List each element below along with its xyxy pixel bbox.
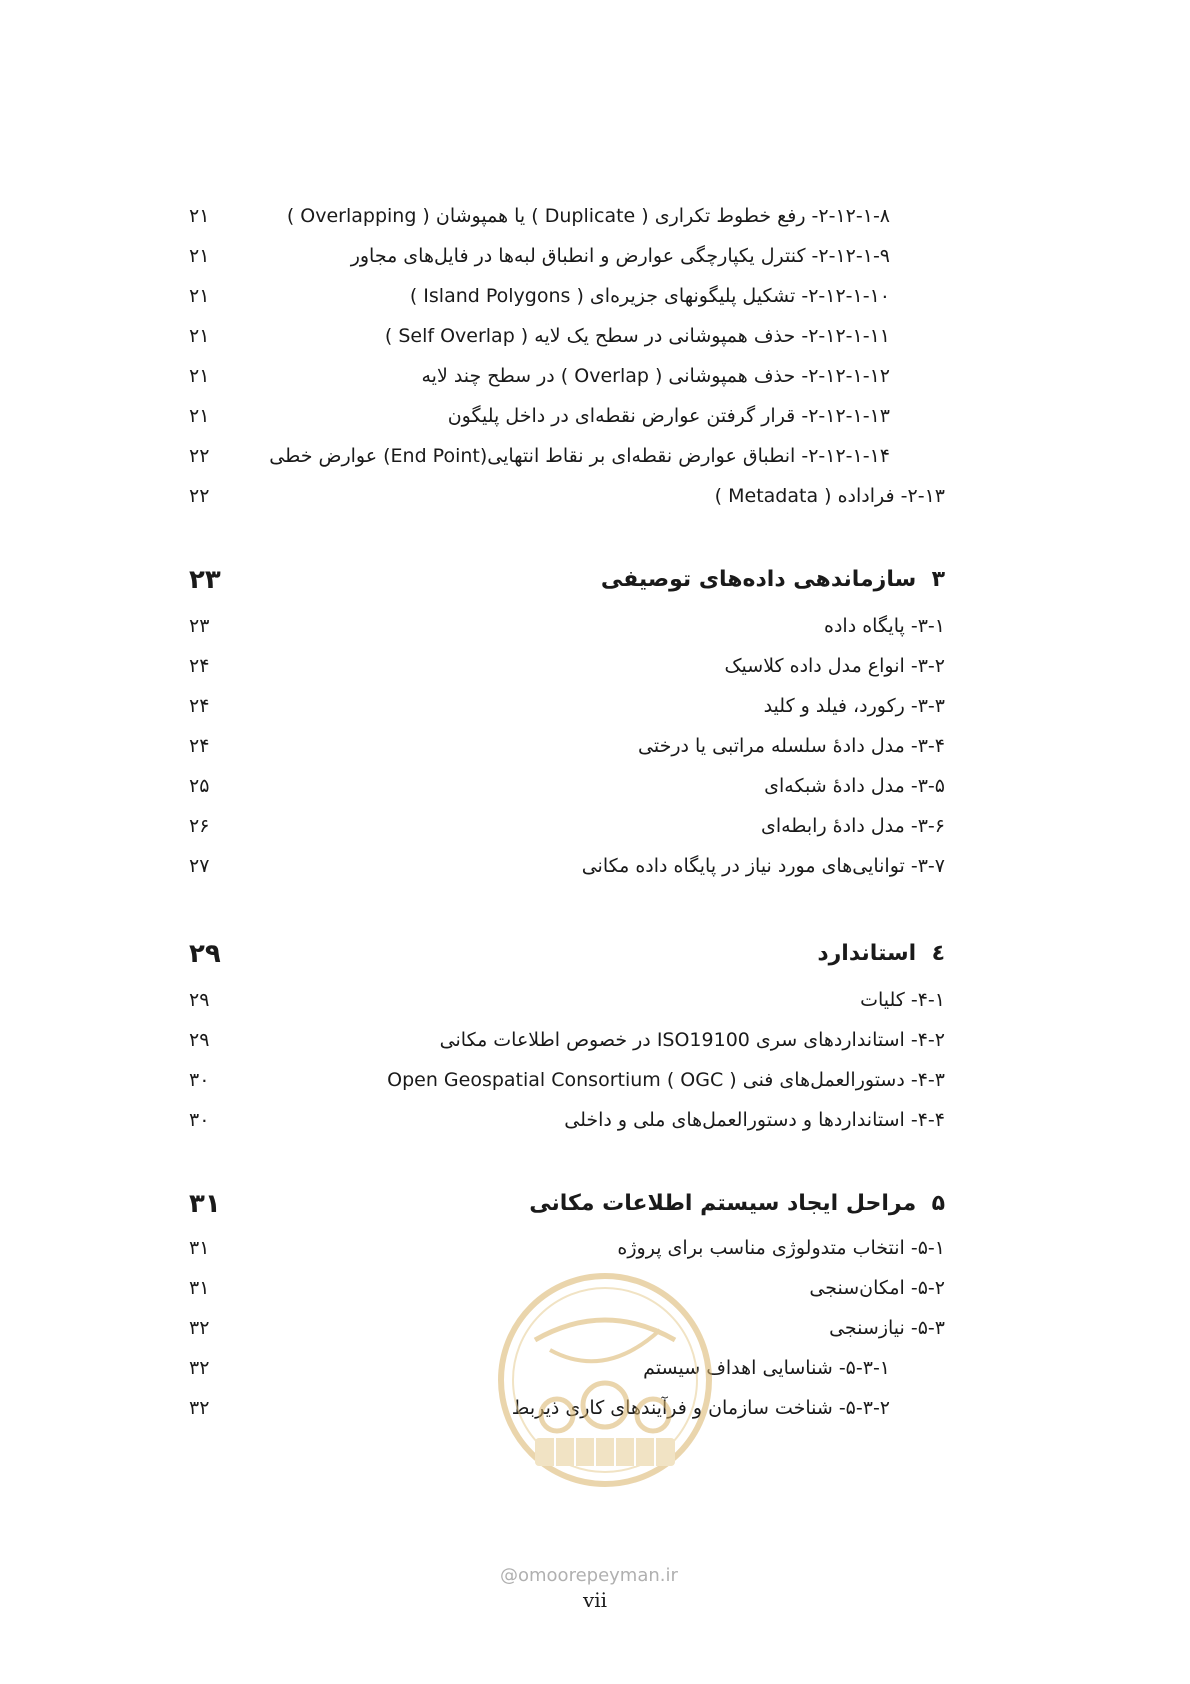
toc-entry — [175, 808, 965, 844]
toc-entry-text: ۲-۱۲-۱-۱۲- حذف همپوشانی ( Overlap ) در سطح چند لایه — [421, 365, 890, 387]
toc-page-number: ۳۰ — [189, 1109, 210, 1131]
toc-page-number: ۲۵ — [189, 775, 210, 797]
toc-entry — [175, 238, 965, 274]
toc-page-number: ۲۶ — [189, 815, 210, 837]
page-folio: vii — [582, 1588, 608, 1612]
globe-icon: @ — [500, 1565, 518, 1586]
toc-chapter-title: ۳ سازماندهی داده‌های توصیفی — [600, 567, 945, 592]
toc-entry-text: ۳-۷- توانایی‌های مورد نیاز در پایگاه داده مکانی — [581, 855, 945, 877]
toc-entry-text: ۳-۱- پایگاه داده — [824, 615, 945, 637]
toc-entry — [175, 768, 965, 804]
toc-entry-text: ۲-۱۲-۱-۱۳- قرار گرفتن عوارض نقطه‌ای در داخل پلیگون — [447, 405, 890, 427]
toc-entry-text: ۲-۱۲-۱-۱۱- حذف همپوشانی در سطح یک لایه ( Self Overlap ) — [384, 325, 890, 347]
toc-page-number: ۳۲ — [189, 1397, 210, 1419]
toc-entry-text: ۳-۴- مدل دادهٔ سلسله مراتبی یا درختی — [638, 735, 945, 757]
toc-entry-text: ۴-۲- استانداردهای سری ISO19100 در خصوص اطلاعات مکانی — [439, 1029, 945, 1051]
toc-page-number: ۲۱ — [189, 325, 210, 347]
toc-entry — [175, 1102, 965, 1138]
toc-entry-text: ۲-۱۲-۱-۸- رفع خطوط تکراری ( Duplicate ) یا همپوشان ( Overlapping ) — [286, 205, 890, 227]
toc-page-number: ۲۱ — [189, 205, 210, 227]
toc-page-number: ۲۲ — [189, 485, 210, 507]
toc-entry-text: ۲-۱۳- فراداده ( Metadata ) — [714, 485, 945, 507]
toc-entry-text: ۵-۲- امکان‌سنجی — [809, 1277, 945, 1299]
toc-page-number: ۲۹ — [189, 1029, 210, 1051]
toc-entry-text: ۴-۱- کلیات — [860, 989, 945, 1011]
toc-entry-text: ۵-۳-۲- شناخت سازمان و فرآیندهای کاری ذیربط — [511, 1397, 890, 1419]
toc-page-number: ۲۲ — [189, 445, 210, 467]
toc-page-number: ۳۲ — [189, 1357, 210, 1379]
toc-entry — [175, 358, 965, 394]
toc-entry — [175, 318, 965, 354]
toc-entry-text: ۳-۶- مدل دادهٔ رابطه‌ای — [760, 815, 945, 837]
toc-page-number: ۲۴ — [189, 655, 210, 677]
toc-chapter-title: ۵ مراحل ایجاد سیستم اطلاعات مکانی — [529, 1191, 945, 1216]
toc-page-number: ۳۱ — [189, 1189, 221, 1219]
toc-entry — [175, 278, 965, 314]
toc-page-number: ۳۱ — [189, 1237, 210, 1259]
toc-entry — [175, 398, 965, 434]
toc-entry — [175, 1062, 965, 1098]
toc-page-number: ۲۱ — [189, 285, 210, 307]
toc-entry — [175, 478, 965, 514]
toc-page-number: ۲۹ — [189, 939, 221, 969]
toc-page-number: ۲۹ — [189, 989, 210, 1011]
toc-page-number: ۳۲ — [189, 1317, 210, 1339]
toc-entry — [175, 848, 965, 884]
toc-page-number: ۲۱ — [189, 405, 210, 427]
toc-entry-text: ۵-۳-۱- شناسایی اهداف سیستم — [643, 1357, 890, 1379]
watermark-url: @omoorepeyman.ir — [500, 1565, 678, 1586]
toc-chapter-title: ٤ استاندارد — [817, 941, 945, 966]
toc-entry — [175, 688, 965, 724]
toc-page-number: ۳۰ — [189, 1069, 210, 1091]
toc-entry — [175, 648, 965, 684]
toc-entry — [175, 982, 965, 1018]
toc-entry — [175, 1022, 965, 1058]
toc-entry-text: ۴-۳- دستورالعمل‌های فنی ( Open Geospatial Consortium ( OGC — [387, 1069, 945, 1091]
toc-entry — [175, 438, 965, 474]
toc-entry — [175, 198, 965, 234]
toc-entry — [175, 728, 965, 764]
toc-entry-text: ۲-۱۲-۱-۱۴- انطباق عوارض نقطه‌ای بر نقاط انتهایی(End Point) عوارض خطی — [269, 445, 890, 467]
toc-entry — [175, 608, 965, 644]
toc-chapter-heading — [175, 562, 965, 598]
toc-entry-text: ۲-۱۲-۱-۹- کنترل یکپارچگی عوارض و انطباق لبه‌ها در فایل‌های مجاور — [350, 245, 890, 267]
toc-page-number: ۲۱ — [189, 245, 210, 267]
toc-entry-text: ۳-۳- رکورد، فیلد و کلید — [763, 695, 945, 717]
toc-chapter-heading — [175, 1186, 965, 1222]
toc-entry-text: ۳-۲- انواع مدل داده کلاسیک — [724, 655, 945, 677]
toc-page-number: ۲۳ — [189, 615, 210, 637]
toc-page-number: ۲۱ — [189, 365, 210, 387]
toc-page-number: ۲۳ — [189, 565, 221, 595]
toc-page-number: ۳۱ — [189, 1277, 210, 1299]
watermark-logo — [495, 1270, 715, 1490]
toc-chapter-heading — [175, 936, 965, 972]
toc-entry-text: ۳-۵- مدل دادهٔ شبکه‌ای — [764, 775, 945, 797]
toc-entry-text: ۵-۳- نیازسنجی — [829, 1317, 945, 1339]
toc-entry-text: ۵-۱- انتخاب متدولوژی مناسب برای پروژه — [617, 1237, 945, 1259]
toc-page-number: ۲۴ — [189, 735, 210, 757]
toc-entry — [175, 1230, 965, 1266]
toc-page-number: ۲۷ — [189, 855, 210, 877]
toc-entry-text: ۴-۴- استانداردها و دستورالعمل‌های ملی و داخلی — [564, 1109, 945, 1131]
toc-page-number: ۲۴ — [189, 695, 210, 717]
toc-entry-text: ۲-۱۲-۱-۱۰- تشکیل پلیگونهای جزیره‌ای ( Island Polygons ) — [409, 285, 890, 307]
